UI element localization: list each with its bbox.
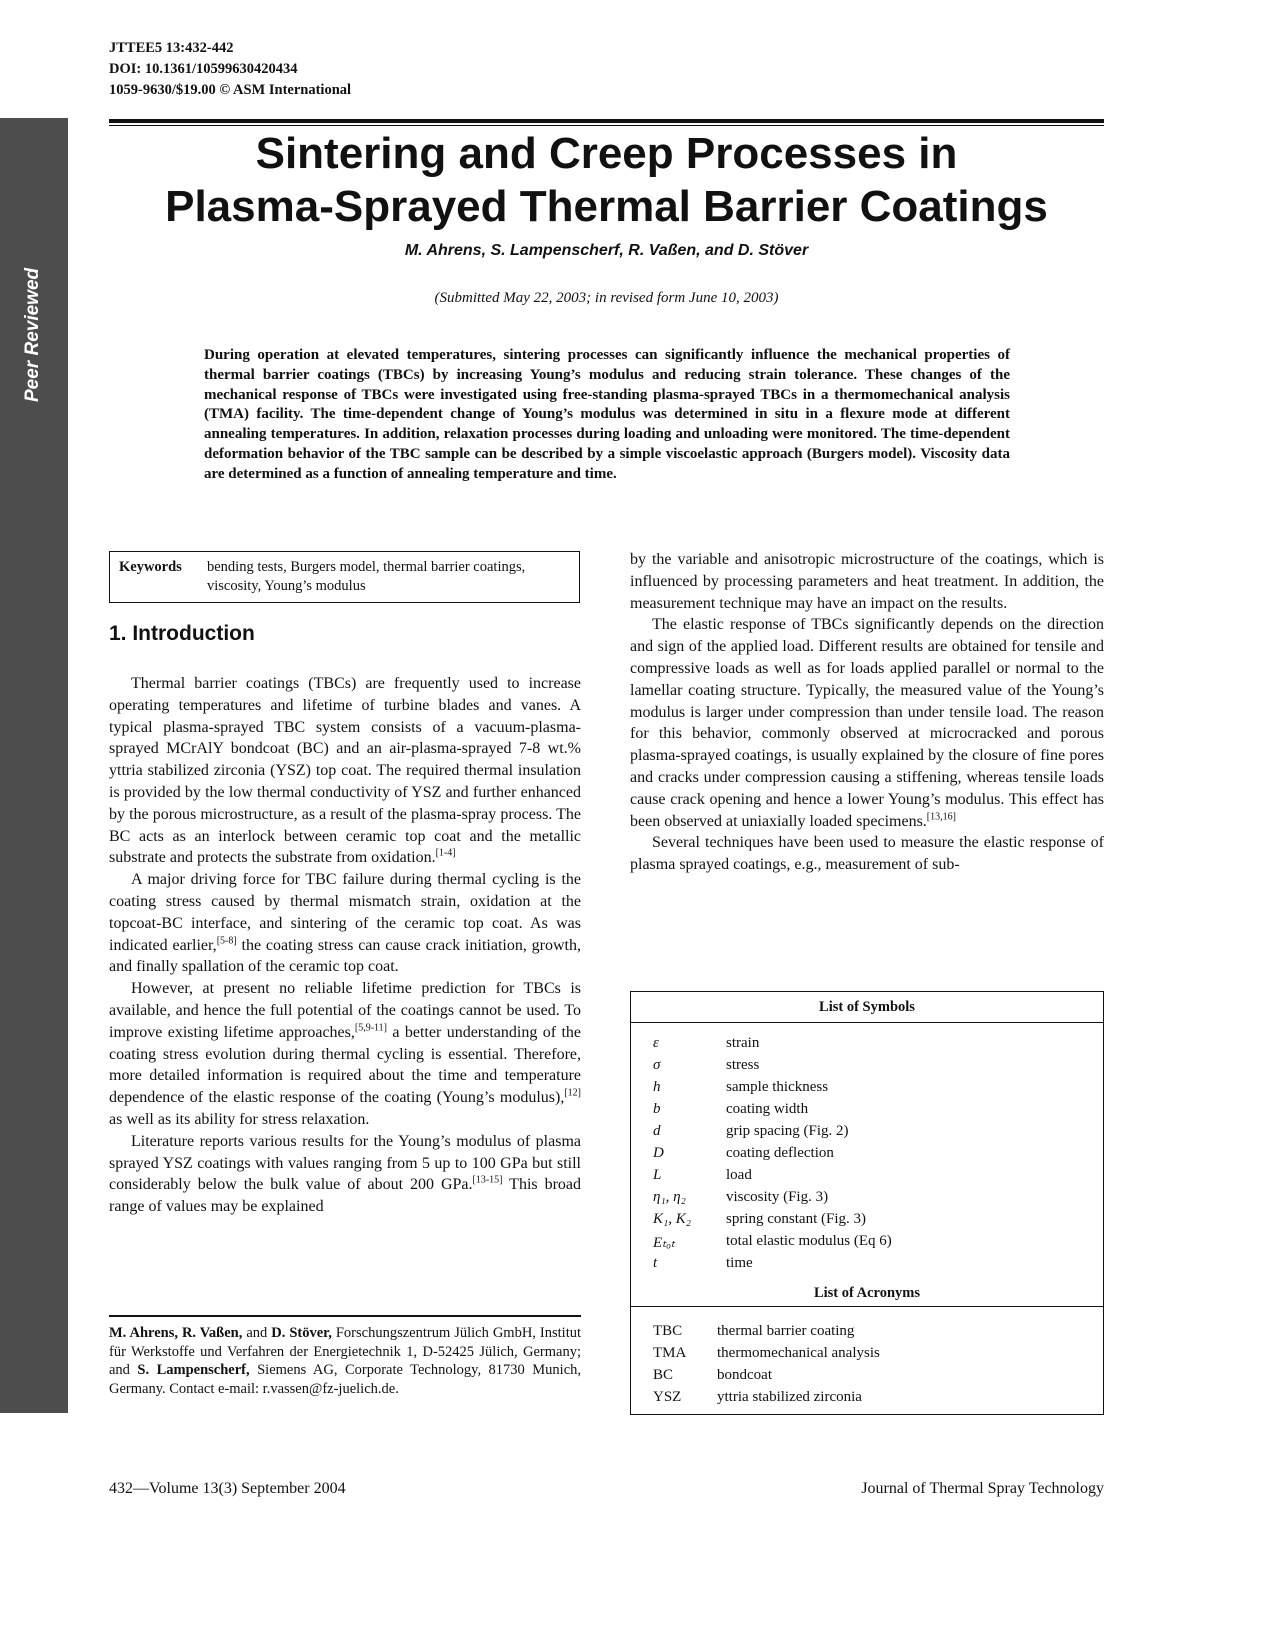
keywords-text: bending tests, Burgers model, thermal barrier coatings, viscosity, Young’s modulus <box>207 559 526 594</box>
left-column <box>109 673 581 1218</box>
peer-reviewed-sidebar <box>0 118 68 1413</box>
section-heading-introduction: 1. Introduction <box>109 622 255 645</box>
acronyms-heading-rule <box>631 1306 1103 1307</box>
symbols-heading: List of Symbols <box>819 999 915 1015</box>
right-paragraph-2: The elastic response of TBCs significantly depends on the direction and sign of the applied load. Different results are obtained for tensile and compressive loads as well as for loads applied parallel or normal to the lamellar coating structure. Typically, the measured value of the Young’s modulus is larger under compression than under tensile load. The reason for this behavior, commonly observed at microcracked and porous plasma-sprayed coatings, is usually explained by the closure of fine pores and cracks under compression causing a stiffening, whereas tensile loads cause crack opening and hence a lower Young’s modulus. This effect has been observed at uniaxially loaded specimens.[13,16] <box>630 616 1104 830</box>
doi: DOI: 10.1361/10599630420434 <box>109 61 298 77</box>
page-footer-journal: Journal of Thermal Spray Technology <box>861 1480 1104 1497</box>
citation: [12] <box>564 1087 581 1099</box>
peer-reviewed-label: Peer Reviewed <box>22 267 43 402</box>
title-line-1: Sintering and Creep Processes in <box>255 129 958 178</box>
right-column <box>630 549 1104 876</box>
author-affiliation: M. Ahrens, R. Vaßen, and D. Stöver, Forschungszentrum Jülich GmbH, Institut für Werkstoffe und Verfahren der Energietechnik 1, D-52425 Jülich, Germany; and S. Lampenscherf, Siemens AG, Corporate Technology, 81730 Munich, Germany. Contact e-mail: r.vassen@fz-juelich.de. <box>109 1325 582 1397</box>
intro-paragraph-1: Thermal barrier coatings (TBCs) are frequently used to increase operating temperatures and lifetime of turbine blades and vanes. A typical plasma-sprayed TBC system consists of a vacuum-plasma-sprayed MCrAlY bondcoat (BC) and an air-plasma-sprayed 7-8 wt.% yttria stabilized zirconia (YSZ) top coat. The required thermal insulation is provided by the low thermal conductivity of YSZ and further enhanced by the porous microstructure, as a result of the plasma-spray process. The BC acts as an interlock between ceramic top coat and the metallic substrate and protects the substrate from oxidation.[1-4] <box>109 675 581 867</box>
keywords-label: Keywords <box>119 559 182 575</box>
page-footer-volume: 432—Volume 13(3) September 2004 <box>109 1480 346 1497</box>
citation: [5-8] <box>216 935 237 947</box>
title-line-2: Plasma-Sprayed Thermal Barrier Coatings <box>165 182 1048 231</box>
journal-header-meta <box>109 38 351 101</box>
intro-paragraph-2: A major driving force for TBC failure during thermal cycling is the coating stress caused by thermal mismatch strain, oxidation at the topcoat-BC interface, and sintering of the ceramic top coat. As was indicated earlier,[5-8] the coating stress can cause crack initiation, growth, and finally spallation of the ceramic top coat. <box>109 871 581 976</box>
citation: [5,9-11] <box>354 1022 387 1034</box>
symbols-heading-rule <box>631 1022 1103 1023</box>
submission-dates: (Submitted May 22, 2003; in revised form June 10, 2003) <box>434 290 779 306</box>
keywords-box <box>109 551 580 603</box>
intro-paragraph-3: However, at present no reliable lifetime prediction for TBCs is available, and hence the full potential of the coatings cannot be used. To improve existing lifetime approaches,[5,9-11] a better understanding of the coating stress evolution during thermal cycling is essential. Therefore, more detailed information is required about the time and temperature dependence of the elastic response of the coating (Young’s modulus),[12] as well as its ability for stress relaxation. <box>109 980 581 1128</box>
issn-copyright: 1059-9630/$19.00 © ASM International <box>109 82 352 98</box>
journal-code: JTTEE5 13:432-442 <box>109 40 234 56</box>
footnote-rule <box>109 1315 581 1317</box>
authors: M. Ahrens, S. Lampenscherf, R. Vaßen, and D. Stöver <box>404 242 809 259</box>
paper-title <box>109 127 1104 233</box>
symbols-acronyms-box: List of Symbols ε strain σ stress h sample thickness b coating width d grip spacing (Fig. 2) D coating deflection L load η₁, η₂ viscosity (Fig. 3) K₁, K₂ spring constant (Fig. 3) Eₜₒₜ total elastic modulus (Eq 6) t time List of Acronyms TBC thermal barrier coating TMA thermomechanical analysis BC bondcoat YSZ yttria stabilized zirconia <box>630 991 1104 1415</box>
acronyms-heading: List of Acronyms <box>813 1285 921 1301</box>
abstract: During operation at elevated temperatures, sintering processes can significantly influence the mechanical properties of thermal barrier coatings (TBCs) by increasing Young’s modulus and reducing strain tolerance. These changes of the mechanical response of TBCs were investigated using free-standing plasma-sprayed TBCs in a thermomechanical analysis (TMA) facility. The time-dependent change of Young’s modulus was determined in situ in a flexure mode at different annealing temperatures. In addition, relaxation processes during loading and unloading were monitored. The time-dependent deformation behavior of the TBC sample can be described by a simple viscoelastic approach (Burgers model). Viscosity data are determined as a function of annealing temperature and time. <box>204 347 1010 482</box>
title-rule-thin <box>109 125 1104 126</box>
citation: [13,16] <box>926 811 956 823</box>
citation: [1-4] <box>435 848 456 860</box>
intro-paragraph-4: Literature reports various results for the Young’s modulus of plasma sprayed YSZ coatings with values ranging from 5 up to 100 GPa but still considerably below the bulk value of about 200 GPa.[13-15] This broad range of values may be explained <box>109 1132 581 1216</box>
title-rule-thick <box>109 119 1104 123</box>
right-paragraph-3: Several techniques have been used to measure the elastic response of plasma sprayed coatings, e.g., measurement of sub- <box>630 834 1104 874</box>
right-paragraph-1: by the variable and anisotropic microstructure of the coatings, which is influenced by processing parameters and heat treatment. In addition, the measurement technique may have an impact on the results. <box>630 551 1104 612</box>
citation: [13-15] <box>472 1175 503 1186</box>
